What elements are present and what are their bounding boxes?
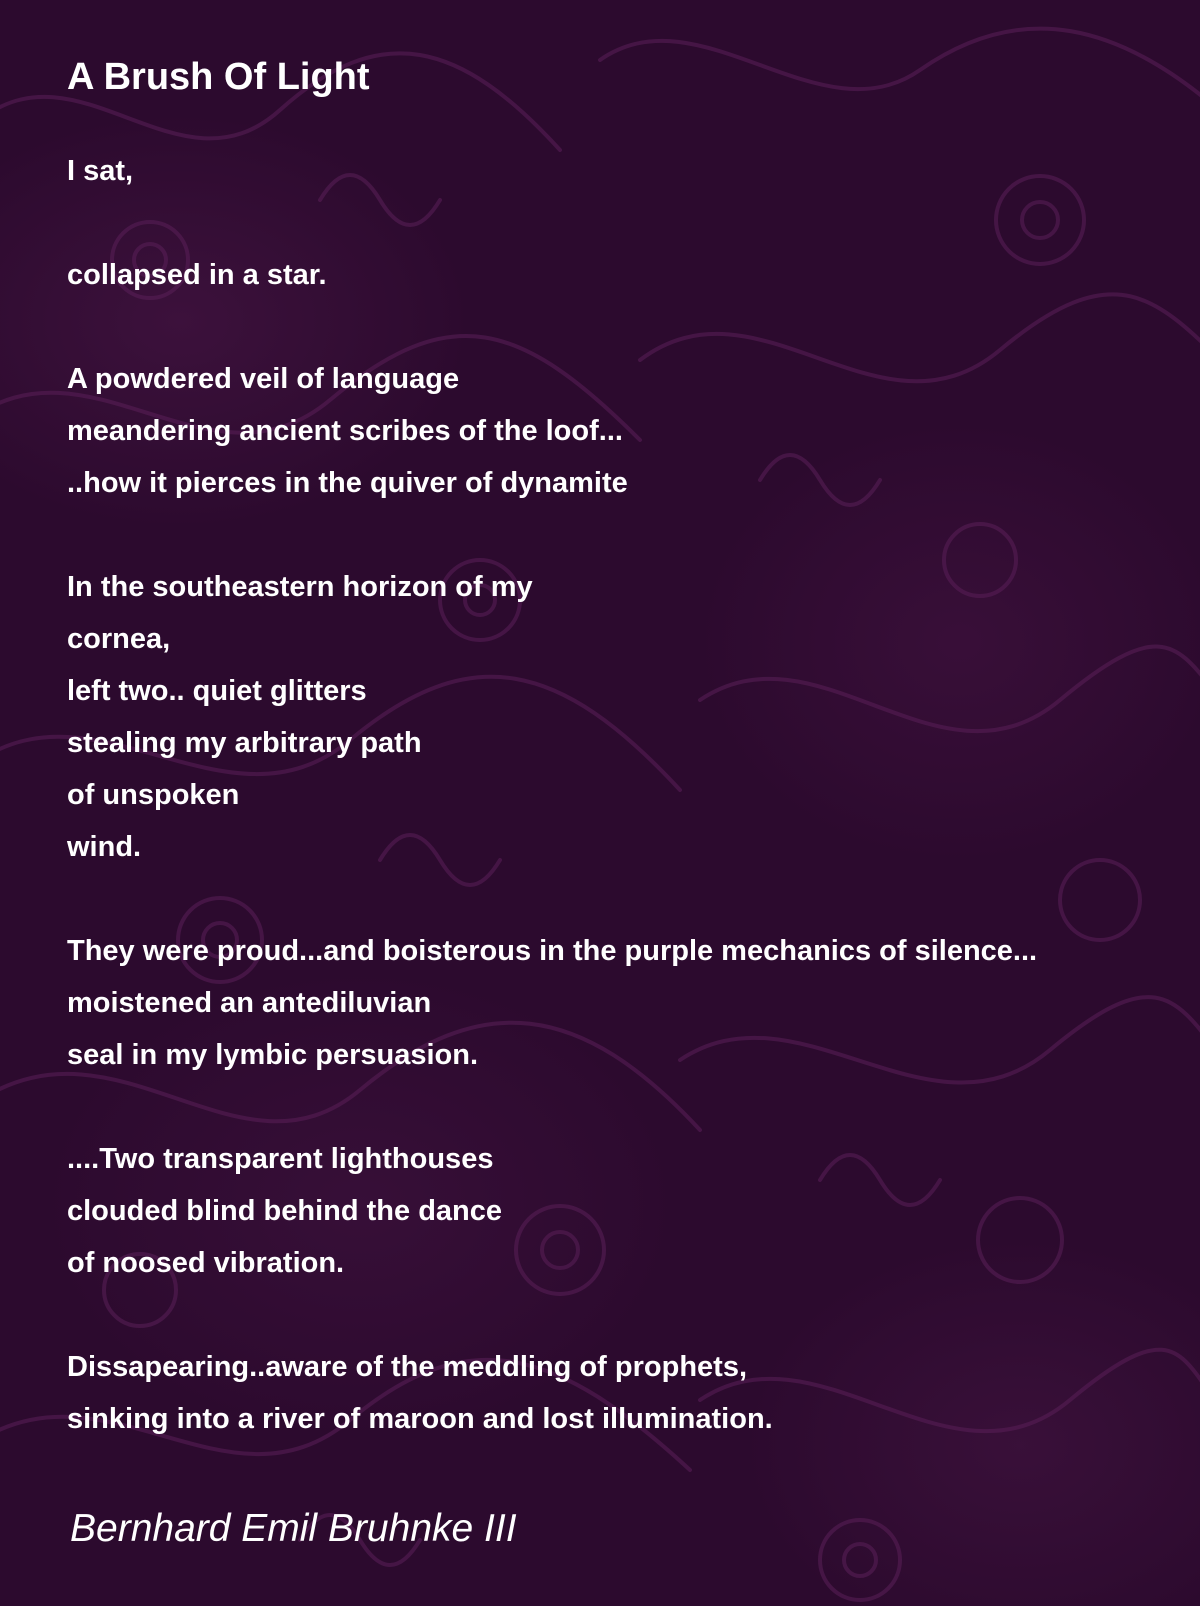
poem-line: I sat, (67, 155, 134, 187)
poem-line: seal in my lymbic persuasion. (67, 1039, 478, 1071)
poem-line: meandering ancient scribes of the loof... (67, 415, 623, 447)
poem-line (67, 1289, 1187, 1341)
poem-line (67, 509, 1187, 561)
poem-line: of unspoken (67, 779, 240, 811)
poem-line: of noosed vibration. (67, 1247, 345, 1279)
poem-line (67, 1081, 1187, 1133)
poem-author: Bernhard Emil Bruhnke III (70, 1507, 517, 1550)
poem-line (67, 197, 1187, 249)
poem-line: ....Two transparent lighthouses (67, 1143, 494, 1175)
poem-line: They were proud...and boisterous in the purple mechanics of silence... (67, 935, 1038, 967)
poem-line (67, 301, 1187, 353)
poem-line: Dissapearing..aware of the meddling of prophets, (67, 1351, 747, 1383)
poem-line: ..how it pierces in the quiver of dynamite (67, 467, 628, 499)
poem-line: stealing my arbitrary path (67, 727, 422, 759)
poem-line: moistened an antediluvian (67, 987, 432, 1019)
poem-line: A powdered veil of language (67, 363, 460, 395)
poem (67, 52, 1187, 1445)
poem-line: wind. (67, 831, 142, 863)
poem-title: A Brush Of Light (67, 56, 370, 98)
poem-line: cornea, (67, 623, 171, 655)
poem-line: sinking into a river of maroon and lost illumination. (67, 1403, 773, 1435)
poem-line: left two.. quiet glitters (67, 675, 367, 707)
poem-line: In the southeastern horizon of my (67, 571, 533, 603)
poem-body (67, 145, 1187, 1445)
poem-line: clouded blind behind the dance (67, 1195, 503, 1227)
poem-line (67, 873, 1187, 925)
poem-line: collapsed in a star. (67, 259, 327, 291)
